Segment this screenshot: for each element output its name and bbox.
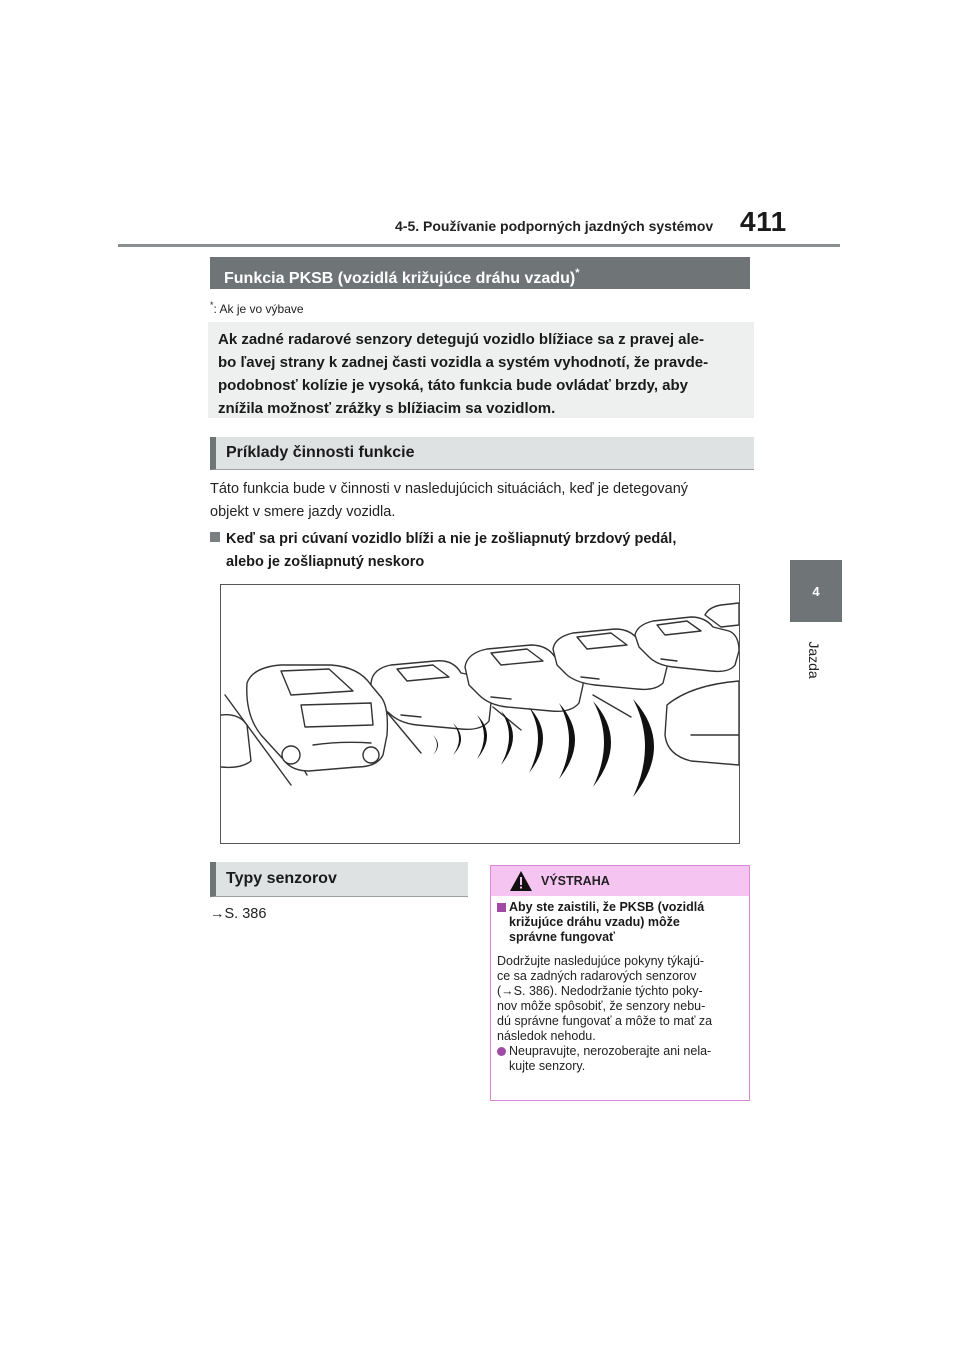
warning-subhead-line: Aby ste zaistili, že PKSB (vozidlá bbox=[509, 900, 705, 914]
page-reference-link[interactable]: →S. 386 bbox=[210, 906, 267, 922]
parking-lot-illustration bbox=[221, 585, 739, 843]
chapter-number: 4 bbox=[812, 583, 820, 599]
pksb-illustration bbox=[220, 584, 740, 844]
examples-bullet-line: alebo je zošliapnutý neskoro bbox=[226, 554, 425, 570]
warning-body-line: ce sa zadných radarových senzorov bbox=[497, 969, 697, 983]
footnote bbox=[210, 300, 304, 316]
warning-box bbox=[490, 865, 750, 1101]
examples-bullet bbox=[210, 528, 750, 574]
header-rule bbox=[118, 244, 840, 247]
warning-header bbox=[491, 866, 749, 896]
warning-body-line: nov môže spôsobiť, že senzory nebu- bbox=[497, 999, 706, 1013]
chapter-name: Jazda bbox=[806, 641, 822, 679]
intro-line: Ak zadné radarové senzory detegujú vozidlo blížiace sa z pravej ale- bbox=[218, 331, 704, 348]
warning-bullet-line: Neupravujte, nerozoberajte ani nela- bbox=[509, 1044, 712, 1058]
warning-triangle-icon bbox=[509, 870, 533, 892]
examples-body bbox=[210, 478, 750, 524]
warning-bullet bbox=[509, 1044, 745, 1074]
section-title-mark: * bbox=[575, 267, 580, 279]
warning-body bbox=[497, 954, 745, 1044]
page-number: 411 bbox=[740, 206, 787, 237]
intro-box bbox=[208, 322, 754, 418]
intro-line: bo ľavej strany k zadnej časti vozidla a systém vyhodnotí, že pravde- bbox=[218, 354, 709, 371]
examples-body-line: Táto funkcia bude v činnosti v nasledujúcich situáciách, keď je detegovaný bbox=[210, 481, 689, 497]
section-title-text: Funkcia PKSB (vozidlá križujúce dráhu vzadu) bbox=[224, 270, 576, 287]
examples-bullet-line: Keď sa pri cúvaní vozidlo blíži a nie je zošliapnutý brzdový pedál, bbox=[226, 531, 677, 547]
examples-body-line: objekt v smere jazdy vozidla. bbox=[210, 504, 396, 520]
sensor-types-heading: Typy senzorov bbox=[210, 862, 468, 897]
warning-subhead bbox=[509, 900, 745, 945]
warning-subhead-line: križujúce dráhu vzadu) môže bbox=[509, 915, 680, 929]
footnote-text: : Ak je vo výbave bbox=[213, 302, 304, 316]
warning-title: VÝSTRAHA bbox=[541, 874, 610, 888]
warning-bullet-line: kujte senzory. bbox=[509, 1059, 586, 1073]
chapter-tab bbox=[790, 560, 842, 622]
square-bullet-icon bbox=[210, 532, 220, 542]
round-bullet-icon bbox=[497, 1047, 506, 1056]
warning-subhead-line: správne fungovať bbox=[509, 930, 616, 944]
warning-body-line: Dodržujte nasledujúce pokyny týkajú- bbox=[497, 954, 705, 968]
warning-body-line: (→S. 386). Nedodržanie týchto poky- bbox=[497, 984, 703, 998]
warning-body-line: dú správne fungovať a môže to mať za bbox=[497, 1014, 713, 1028]
intro-line: znížila možnosť zrážky s blížiacim sa vozidlom. bbox=[218, 400, 556, 417]
warning-body-line: následok nehodu. bbox=[497, 1029, 596, 1043]
section-title bbox=[210, 257, 750, 289]
square-bullet-icon bbox=[497, 903, 506, 912]
running-head: 4-5. Používanie podporných jazdných systémov bbox=[395, 218, 714, 234]
examples-heading: Príklady činnosti funkcie bbox=[210, 437, 754, 470]
intro-line: podobnosť kolízie je vysoká, táto funkcia bude ovládať brzdy, aby bbox=[218, 377, 689, 394]
footnote-mark: * bbox=[210, 300, 214, 310]
